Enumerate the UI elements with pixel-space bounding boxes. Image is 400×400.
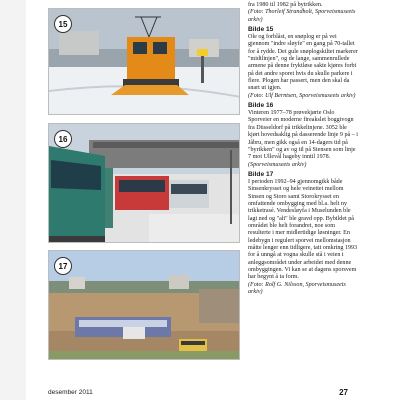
page-number: 27 [339, 388, 348, 397]
photo-number-badge: 15 [54, 15, 72, 33]
page-gutter [0, 0, 26, 400]
page-footer [48, 386, 348, 396]
credit-bilde-16: (Sporveismuseets arkiv) [248, 161, 307, 168]
credit-bilde-17: (Foto: Rolf G. Nilsson, Sporveismuseets arkiv) [248, 281, 346, 296]
heading-bilde-15: Bilde 15 [248, 26, 274, 34]
photo-15 [48, 8, 240, 115]
photo-17-image [49, 251, 240, 360]
article-text-column [248, 2, 358, 296]
body-bilde-15: Ole og forblåst, en snøplog er på vei gjennom "indre sløyfe" en gang på 70-tallet for å rydde. Det gule snøplogskiltet markerer "midtlinjen", og de lange, sammenrullede armene på denne fryktløse sakte kjøres forbi på det andre sporet hvis du skulle parkere i flere. Plogen har passert, men den skal da snart ut igjen. [248, 34, 358, 92]
photo-17 [48, 250, 240, 360]
body-bilde-17: I perioden 1992–94 gjennomgikk både Sinsenkrysset og hele veinettet mellom Sinsen og Storo samt Storokrysset en omfattende ombygging med bl.a. helt ny trikketrasé. Vendesløyfa i Muselunden ble lagt ned og "alt" ble gravd opp. Bybildet på området ble helt forandret, noe som resulterte i mer midlertidige løsninger. En ledebygn i regulert sporvei mellomstasjon måtte lenger enn tidligere, tatt omkring 1993 for å unngå at vogna skulle stå i veien i anleggsområdet under arbeidet med denne ombyggingen. Vi kan se at dagens sporsvem har begynt å ta form. [248, 178, 358, 281]
body-bilde-16: Vinteren 1977–78 prøvekjørte Oslo Sporveier en moderne fireakslet boggivogn fra Düsseldorf på trikkelinjene. 3052 ble kjørt hovedsaklig på dasserende linje 9 på – i Jåbru, men gikk også en 14-dagers tid på "byrikken" og av og til på Stensen som linje 7 mot Ullevål hageby inntil 1978. [248, 110, 358, 161]
magazine-page [26, 0, 356, 400]
heading-bilde-16: Bilde 16 [248, 102, 274, 110]
intro-text: fra 1980 til 1982 på bytrikken. [248, 2, 323, 8]
intro-credit: (Foto: Thorleif Strandholt, Sporveismuseets arkiv) [248, 9, 356, 23]
heading-bilde-17: Bilde 17 [248, 170, 274, 178]
credit-bilde-15: (Foto: Ulf Berntsen, Sporveismuseets arkiv) [248, 92, 356, 99]
photo-16-image [49, 124, 240, 243]
photo-16 [48, 123, 240, 243]
photo-number-badge: 17 [54, 257, 72, 275]
photo-number-badge: 16 [54, 130, 72, 148]
photo-15-image [49, 9, 240, 115]
issue-date: desember 2011 [48, 389, 93, 396]
